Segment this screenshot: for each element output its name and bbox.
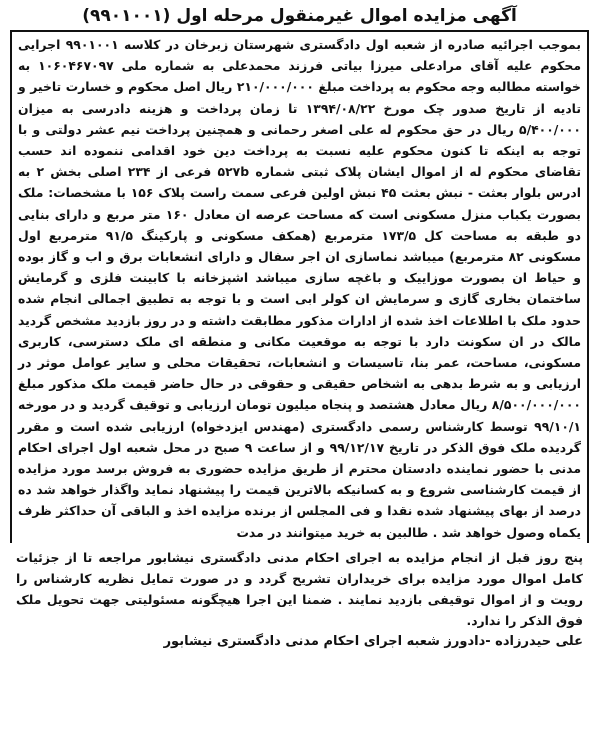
notice-signature: علی حیدرزاده -دادورز شعبه اجرای احکام مدنی دادگستری نیشابور <box>163 633 583 649</box>
notice-title-text: آگهی مزایده اموال غیرمنقول مرحله اول <box>176 6 517 26</box>
notice-body-paragraph: بموجب اجرائیه صادره از شعبه اول دادگستری شهرستان زبرخان در کلاسه ۹۹۰۱۰۰۱ اجرایی محکوم علیه آقای مرادعلی میرزا بیاتی فرزند محمدعلی به شماره ملی ۱۰۶۰۴۶۷۰۹۷ به خواسته مطالبه وجه محکوم به پرداخت مبلغ ۲۱۰/۰۰۰/۰۰۰ ریال اصل محکوم و خسارت تاخیر و تادیه از تاریخ صدور چک مورخ ۱۳۹۴/۰۸/۲۲ تا زمان پرداخت و هزینه دادرسی به میزان ۵/۴۰۰/۰۰۰ ریال در حق محکوم له علی اصغر رحمانی و همچنین پرداخت نیم عشر دولتی و با توجه به اینکه تا کنون محکوم علیه نسبت به پرداخت دین خود اقدامی ننموده اند حسب تقاضای محکوم له از اموال ایشان پلاک ثبتی شماره ۵۲۷b فرعی از ۲۳۴ اصلی بخش ۲ به ادرس بلوار بعثت - نبش بعثت ۴۵ نبش اولین فرعی سمت راست پلاک ۱۵۶ با مشخصات: ملک بصورت یکباب منزل مسکونی است که مساحت عرصه ان معادل ۱۶۰ متر مربع و دارای بنایی دو طبقه به مساحت کل ۱۷۳/۵ مترمربع (همکف مسکونی و پارکینگ ۹۱/۵ مترمربع اول مسکونی ۸۲ مترمربع) میباشد نماسازی ان اجر سفال و دارای انشعابات برق و اب و گاز بوده و حیاط ان بصورت موزاییک و باغچه سازی میباشد اشپزخانه با کابینت فلزی و گرمایش ساختمان بخاری گازی و سرمایش ان کولر ابی است و با توجه به تطبیق اجمالی انجام شده حدود ملک با اطلاعات اخذ شده از ادارات مذکور مطابقت داشته و در روز بازدید مشخص گردید مالک در ان سکونت دارد با توجه به موقعیت مکانی و منطقه ای ملک دسترسی، کاربری مسکونی، مساحت، عمر بنا، تاسیسات و انشعابات، تحقیقات محلی و سایر عوامل موثر در ارزیابی و به شرط بدهی به اشخاص حقیقی و حقوقی در حال حاضر قیمت ملک مذکور مبلغ ۸/۵۰۰/۰۰۰/۰۰۰ ریال معادل هشتصد و پنجاه میلیون تومان ارزیابی و توقیف گردید و در مورخه ۹۹/۱۰/۱ توسط کارشناس رسمی دادگستری (مهندس ایزدخواه) ارزیابی شده است و مقرر گردیده ملک فوق الذکر در تاریخ ۹۹/۱۲/۱۷ و از ساعت ۹ صبح در محل شعبه اول اجرای احکام مدنی با حضور نماینده دادستان محترم از طریق مزایده حضوری به فروش برسد مورد مزایده از قیمت کارشناسی شروع و به کسانیکه بالاترین قیمت را پیشنهاد نماید واگذار خواهد شد ده درصد از بهای پیشنهاد شده نقدا و فی المجلس از برنده مزایده اخذ و الباقی آن حداکثر ظرف یکماه وصول خواهد شد . طالبین به خرید میتوانند در مدت <box>18 37 582 540</box>
notice-boxed-section <box>10 30 589 543</box>
notice-title <box>6 4 593 28</box>
notice-body-continuation: پنج روز قبل از انجام مزایده به اجرای احکام مدنی دادگستری نیشابور مراجعه تا از جزئیات کامل اموال مورد مزایده برای خریداران تشریح گردد و در صورت تمایل نظریه کارشناس را رویت و از اموال توقیفی بازدید نمایند . ضمنا این اجرا هیچگونه مسئولیتی جهت تحویل ملک فوق الذکر را ندارد. <box>16 549 583 629</box>
notice-case-code: (۹۹۰۱۰۰۱) <box>82 6 171 26</box>
